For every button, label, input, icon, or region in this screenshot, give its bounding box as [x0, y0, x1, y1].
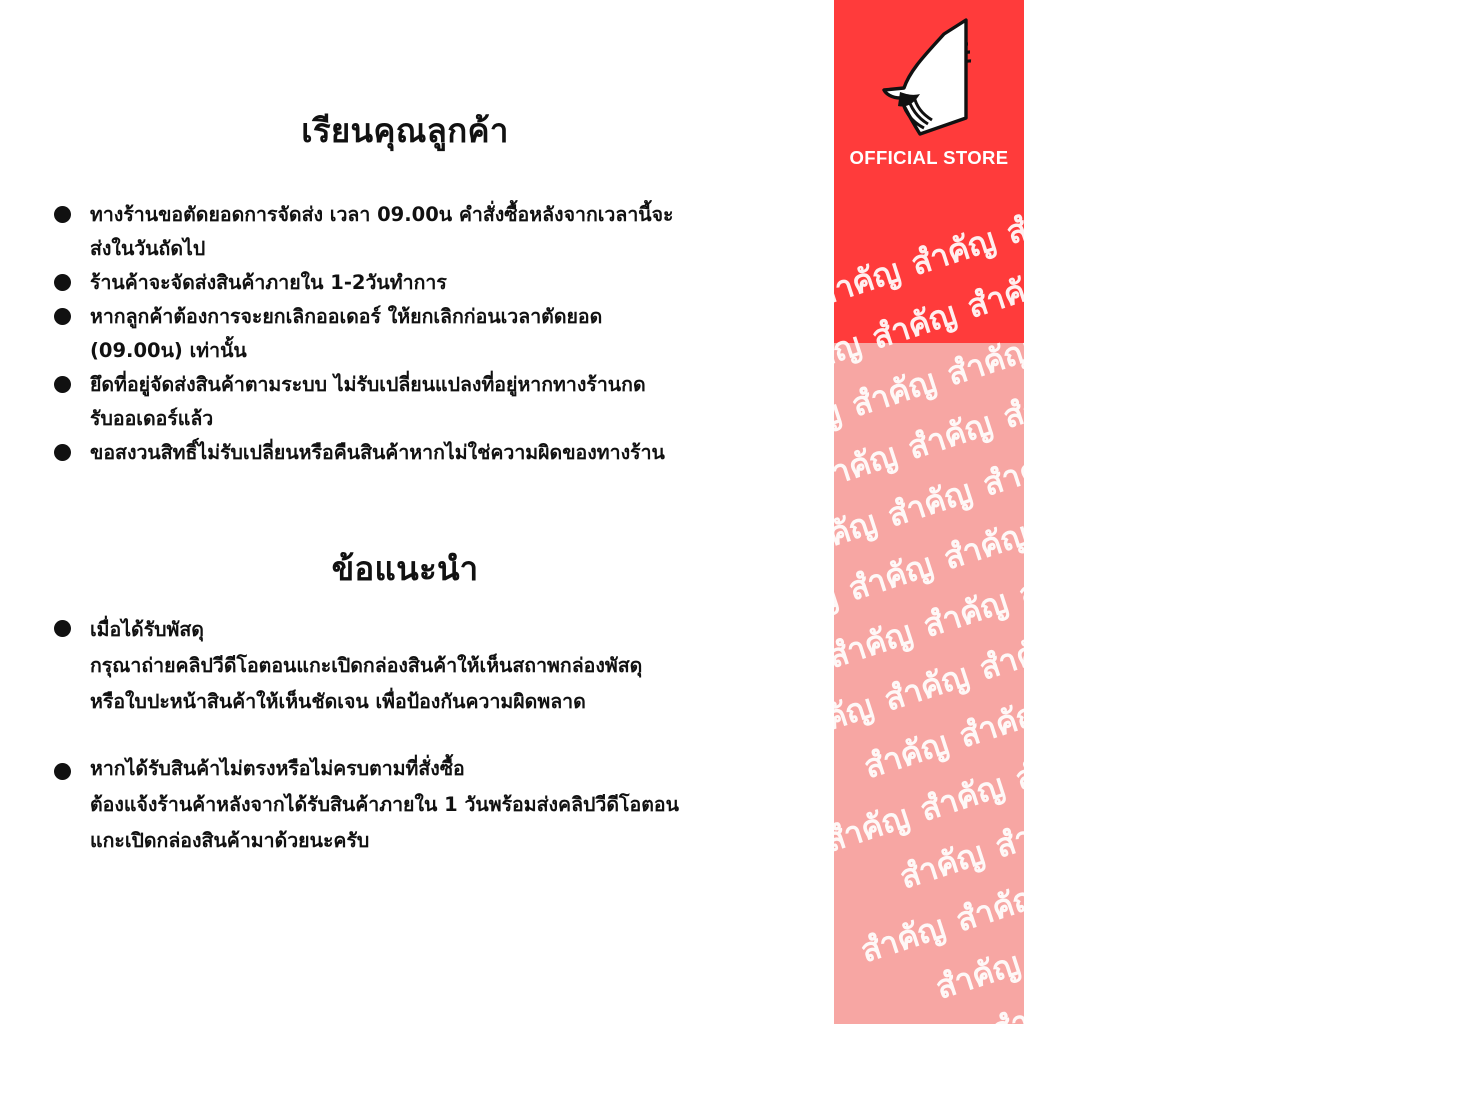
- pattern-word: สำคัญ: [882, 471, 977, 535]
- pattern-word: สำคัญ: [1145, 630, 1239, 694]
- pattern-word: สำคัญ: [784, 686, 878, 750]
- list-item-line: ทางร้านขอตัดยอดการจัดส่ง เวลา 09.00น คำสั่งซื้อหลังจากเวลานี้จะ: [90, 203, 674, 226]
- pattern-word: สำคัญ: [867, 293, 961, 357]
- pattern-word: สำคัญ: [1049, 661, 1144, 725]
- pattern-word: สำคัญ: [787, 502, 882, 566]
- pattern-word: สำคัญ: [1010, 735, 1105, 798]
- pattern-word: สำคัญ: [1165, 562, 1260, 626]
- pattern-word: สำคัญ: [820, 797, 914, 860]
- pattern-word: สำคัญ: [1085, 771, 1180, 835]
- important-pattern: [676, 158, 1406, 1081]
- bullet-icon: [54, 620, 71, 637]
- pattern-word: สำคัญ: [891, 1017, 986, 1081]
- pattern-word: สำคัญ: [1034, 483, 1128, 547]
- pattern-word: สำคัญ: [1057, 231, 1152, 295]
- list-item: [0, 266, 834, 300]
- list-item-line: ส่งในวันถัดไป: [90, 237, 206, 260]
- pattern-word: สำคัญ: [1109, 520, 1203, 583]
- list-item-line: หากได้รับสินค้าไม่ตรงหรือไม่ครบตามที่สั่งซื้อ: [90, 757, 465, 780]
- pattern-word: สำคัญ: [846, 361, 941, 425]
- list-item-line: ยึดที่อยู่จัดส่งสินค้าตามระบบ ไม่รับเปลี่ยนแปลงที่อยู่หากทางร้านกด: [90, 373, 646, 396]
- list-item: [0, 300, 834, 368]
- pattern-word: สำคัญ: [962, 262, 1057, 326]
- pattern-word: สำคัญ: [1026, 913, 1120, 976]
- list-item-line: รับออเดอร์แล้ว: [90, 407, 214, 430]
- pattern-word: สำคัญ: [811, 251, 905, 314]
- pattern-word: สำคัญ: [1001, 189, 1096, 252]
- pattern-word: สำคัญ: [751, 392, 846, 456]
- pattern-word: สำคัญ: [712, 466, 807, 529]
- pattern-word: สำคัญ: [1168, 378, 1263, 442]
- advice-title: ข้อแนะนำ: [331, 549, 479, 588]
- pattern-word: สำคัญ: [951, 876, 1045, 940]
- list-item: [0, 612, 834, 720]
- list-item-line: ต้องแจ้งร้านค้าหลังจากได้รับสินค้าภายใน 1 วันพร้อมส่งคลิปวีดีโอตอน: [90, 793, 679, 816]
- pattern-word: สำคัญ: [930, 944, 1025, 1007]
- pattern-word: สำคัญ: [918, 582, 1013, 645]
- notice-list: [0, 198, 834, 470]
- pattern-word: สำคัญ: [1105, 704, 1200, 767]
- pattern-word: สำคัญ: [1276, 709, 1370, 773]
- pattern-word: สำคัญ: [1177, 924, 1272, 988]
- pattern-word: สำคัญ: [1272, 893, 1367, 957]
- pattern-word: สำคัญ: [1046, 845, 1141, 909]
- pattern-word: สำคัญ: [1312, 820, 1406, 883]
- pattern-word: สำคัญ: [987, 986, 1081, 1050]
- pattern-word: สำคัญ: [974, 624, 1069, 688]
- list-item-line: ขอสงวนสิทธิ์ไม่รับเปลี่ยนหรือคืนสินค้าหากไม่ใช่ความผิดของทางร้าน: [90, 441, 665, 464]
- pattern-word: สำคัญ: [895, 833, 989, 897]
- pattern-word: สำคัญ: [807, 435, 902, 498]
- list-item-line: ร้านค้าจะจัดส่งสินค้าภายใน 1-2วันทำการ: [90, 271, 447, 294]
- pattern-word: สำคัญ: [1129, 452, 1224, 516]
- list-item-line: แกะเปิดกล่องสินค้ามาด้วยนะครับ: [90, 829, 370, 852]
- pattern-word: สำคัญ: [715, 282, 810, 345]
- pattern-word: สำคัญ: [1096, 158, 1191, 222]
- pattern-word: สำคัญ: [1070, 593, 1164, 657]
- list-item: [0, 436, 834, 470]
- bullet-icon: [54, 763, 71, 780]
- advice-item-received: [0, 612, 834, 720]
- pattern-word: สำคัญ: [1216, 851, 1311, 914]
- list-item-line: กรุณาถ่ายคลิปวีดีโอตอนแกะเปิดกล่องสินค้าให้เห็นสถาพกล่องพัสดุ: [90, 654, 643, 677]
- pattern-word: สำคัญ: [938, 514, 1033, 578]
- list-item-line: (09.00น) เท่านั้น: [90, 339, 247, 362]
- pattern-word: สำคัญ: [1201, 673, 1295, 737]
- pattern-word: สำคัญ: [859, 723, 953, 787]
- pattern-word: สำคัญ: [1132, 268, 1227, 332]
- bullet-icon: [54, 376, 71, 393]
- list-item-line: หากลูกค้าต้องการจะยกเลิกออเดอร์ ให้ยกเลิกก่อนเวลาตัดยอด: [90, 305, 603, 328]
- official-store-label: OFFICIAL STORE: [849, 147, 1009, 168]
- notice-title: เรียนคุณลูกค้า: [301, 111, 509, 150]
- pattern-word: สำคัญ: [1180, 740, 1275, 804]
- bullet-icon: [54, 308, 71, 325]
- pattern-word: สำคัญ: [1237, 783, 1331, 847]
- pattern-word: สำคัญ: [1037, 299, 1132, 363]
- pattern-word: สำคัญ: [879, 655, 974, 719]
- side-panel: [676, 0, 1406, 1081]
- list-item-line: หรือใบปะหน้าสินค้าให้เห็นชัดเจน เพื่อป้องกันความผิดพลาด: [90, 690, 586, 713]
- rooster-logo-icon: [880, 14, 980, 134]
- pattern-word: สำคัญ: [998, 373, 1093, 437]
- pattern-word: สำคัญ: [1073, 409, 1168, 473]
- pattern-word: สำคัญ: [748, 576, 843, 640]
- pattern-word: สำคัญ: [915, 766, 1010, 829]
- pattern-word: สำคัญ: [903, 404, 997, 467]
- pattern-word: สำคัญ: [823, 613, 918, 676]
- pattern-word: สำคัญ: [1013, 551, 1108, 614]
- pattern-word: สำคัญ: [1121, 882, 1216, 945]
- bullet-icon: [54, 206, 71, 223]
- advice-item-mismatch: [0, 751, 834, 859]
- bullet-icon: [54, 444, 71, 461]
- list-item: [0, 751, 834, 859]
- pattern-word: สำคัญ: [1204, 489, 1299, 552]
- pattern-word: สำคัญ: [990, 802, 1085, 866]
- pattern-word: สำคัญ: [855, 907, 950, 971]
- pattern-word: สำคัญ: [676, 355, 771, 419]
- pattern-word: สำคัญ: [942, 330, 1036, 394]
- pattern-word: สำคัญ: [978, 440, 1072, 504]
- pattern-word: สำคัญ: [954, 692, 1049, 756]
- list-item: [0, 198, 834, 266]
- pattern-word: สำคัญ: [1093, 342, 1188, 406]
- pattern-word: สำคัญ: [771, 324, 866, 388]
- pattern-word: สำคัญ: [906, 220, 1001, 283]
- pattern-word: สำคัญ: [1240, 599, 1335, 663]
- pattern-word: สำคัญ: [1141, 814, 1236, 878]
- bullet-icon: [54, 274, 71, 291]
- list-item-line: เมื่อได้รับพัสดุ: [90, 618, 204, 641]
- pattern-word: สำคัญ: [843, 545, 938, 609]
- pattern-word: สำคัญ: [1082, 955, 1177, 1019]
